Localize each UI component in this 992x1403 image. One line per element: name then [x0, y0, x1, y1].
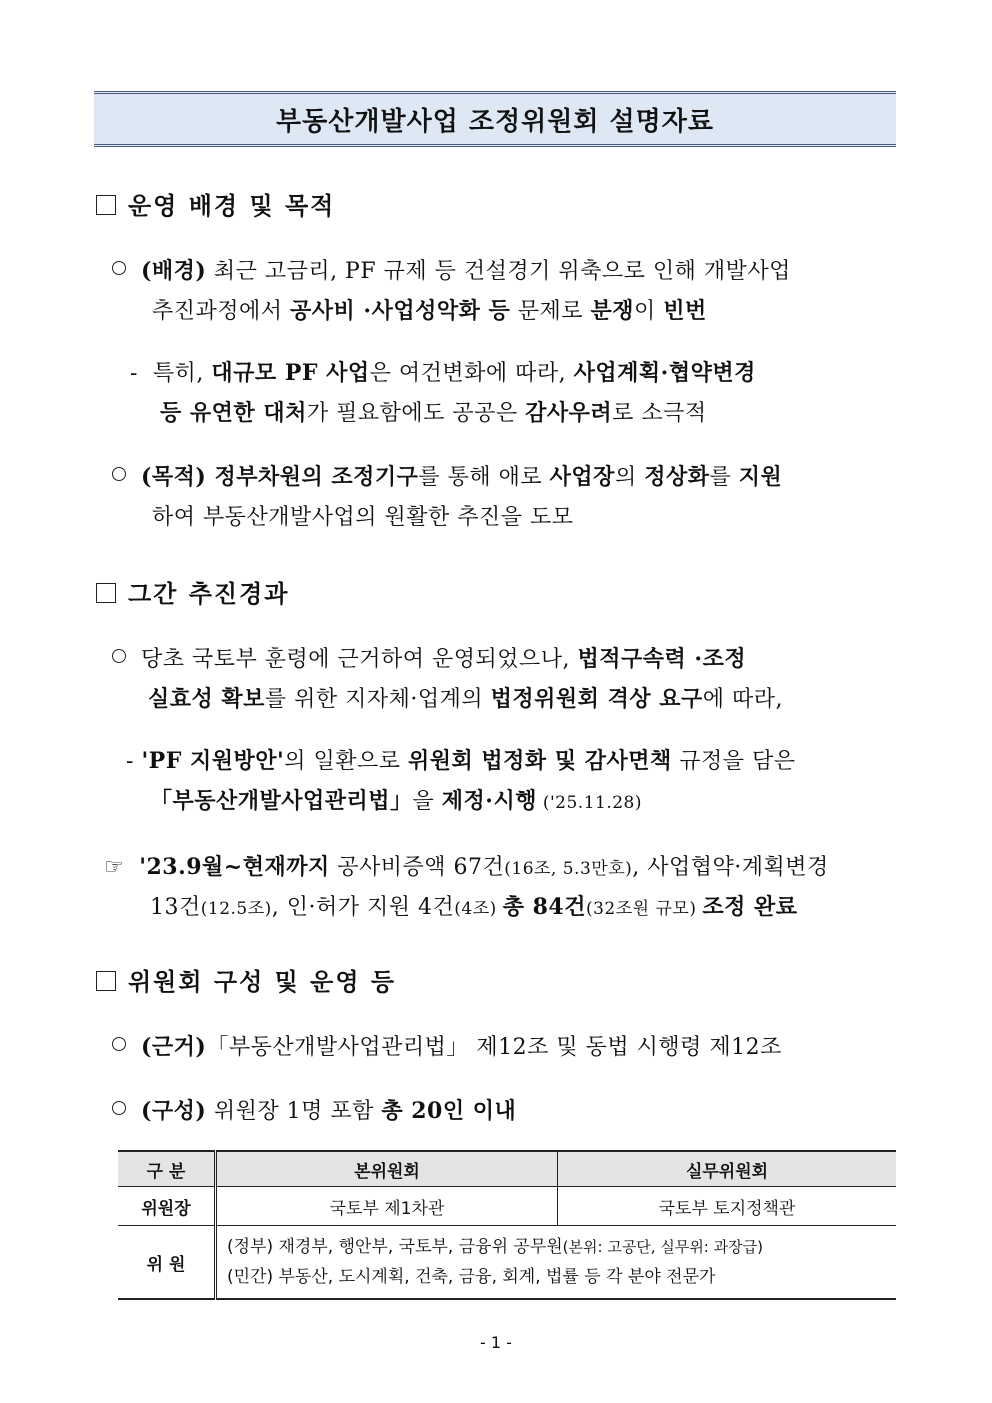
table-row	[118, 1226, 896, 1300]
row-label-members: 위 원	[118, 1226, 216, 1300]
sub-bullet-large-pf-line2: 등 유연한 대처가 필요함에도 공공은 감사우려로 소극적	[160, 400, 707, 426]
bullet-initial-line1: 당초 국토부 훈령에 근거하여 운영되었으나, 법적구속력 ·조정	[112, 642, 746, 673]
members-government: (정부) 재경부, 행안부, 국토부, 금융위 공무원(본위: 고공단, 실무위: 과장급)	[227, 1237, 763, 1257]
table-header-main-committee: 본위원회	[216, 1151, 558, 1187]
checkbox-square-icon	[96, 583, 116, 603]
checkbox-square-icon	[96, 195, 116, 215]
section-heading-progress: 그간 추진경과	[96, 574, 289, 609]
circle-bullet-icon	[112, 261, 126, 275]
bullet-legal-basis: (근거)「부동산개발사업관리법」 제12조 및 동법 시행령 제12조	[112, 1030, 782, 1061]
section-heading-background: 운영 배경 및 목적	[96, 186, 335, 221]
circle-bullet-icon	[112, 467, 126, 481]
circle-bullet-icon	[112, 649, 126, 663]
bullet-purpose-line2: 하여 부동산개발사업의 원활한 추진을 도모	[152, 505, 574, 530]
result-summary-line1: ☞ '23.9월~현재까지 공사비증액 67건(16조, 5.3만호), 사업협약·계획변경	[104, 854, 829, 880]
result-summary-line2: 13건(12.5조), 인·허가 지원 4건(4조) 총 84건(32조원 규모) 조정 완료	[150, 894, 798, 920]
sub-bullet-pf-plan-line2: 「부동산개발사업관리법」을 제정·시행 ('25.11.28)	[150, 788, 642, 814]
bullet-composition: (구성) 위원장 1명 포함 총 20인 이내	[112, 1094, 516, 1125]
pointing-hand-icon: ☞	[104, 855, 125, 880]
bullet-background-line1: (배경) 최근 고금리, PF 규제 등 건설경기 위축으로 인해 개발사업	[112, 254, 791, 285]
table-header-row	[118, 1151, 896, 1187]
bullet-initial-line2: 실효성 확보를 위한 지자체·업계의 법정위원회 격상 요구에 따라,	[148, 686, 784, 712]
checkbox-square-icon	[96, 971, 116, 991]
bullet-purpose-line1: (목적) 정부차원의 조정기구를 통해 애로 사업장의 정상화를 지원	[112, 460, 782, 491]
chair-working-committee: 국토부 토지정책관	[558, 1187, 897, 1226]
section-heading-composition: 위원회 구성 및 운영 등	[96, 962, 396, 997]
document-title-box	[94, 91, 896, 147]
sub-bullet-pf-plan-line1: - 'PF 지원방안'의 일환으로 위원회 법정화 및 감사면책 규정을 담은	[126, 748, 796, 774]
chair-main-committee: 국토부 제1차관	[216, 1187, 558, 1226]
table-row	[118, 1187, 896, 1226]
members-description	[216, 1226, 897, 1300]
row-label-chair: 위원장	[118, 1187, 216, 1226]
committee-composition-table	[118, 1150, 896, 1300]
circle-bullet-icon	[112, 1101, 126, 1115]
sub-bullet-large-pf-line1: - 특히, 대규모 PF 사업은 여건변화에 따라, 사업계획·협약변경	[130, 360, 756, 386]
table-header-category: 구 분	[118, 1151, 216, 1187]
members-private: (민간) 부동산, 도시계획, 건축, 금융, 회계, 법률 등 각 분야 전문가	[227, 1267, 716, 1287]
document-title: 부동산개발사업 조정위원회 설명자료	[276, 106, 714, 137]
table-header-working-committee: 실무위원회	[558, 1151, 897, 1187]
page-number: - 1 -	[480, 1333, 512, 1352]
bullet-background-line2: 추진과정에서 공사비 ·사업성악화 등 문제로 분쟁이 빈번	[152, 298, 707, 324]
circle-bullet-icon	[112, 1037, 126, 1051]
